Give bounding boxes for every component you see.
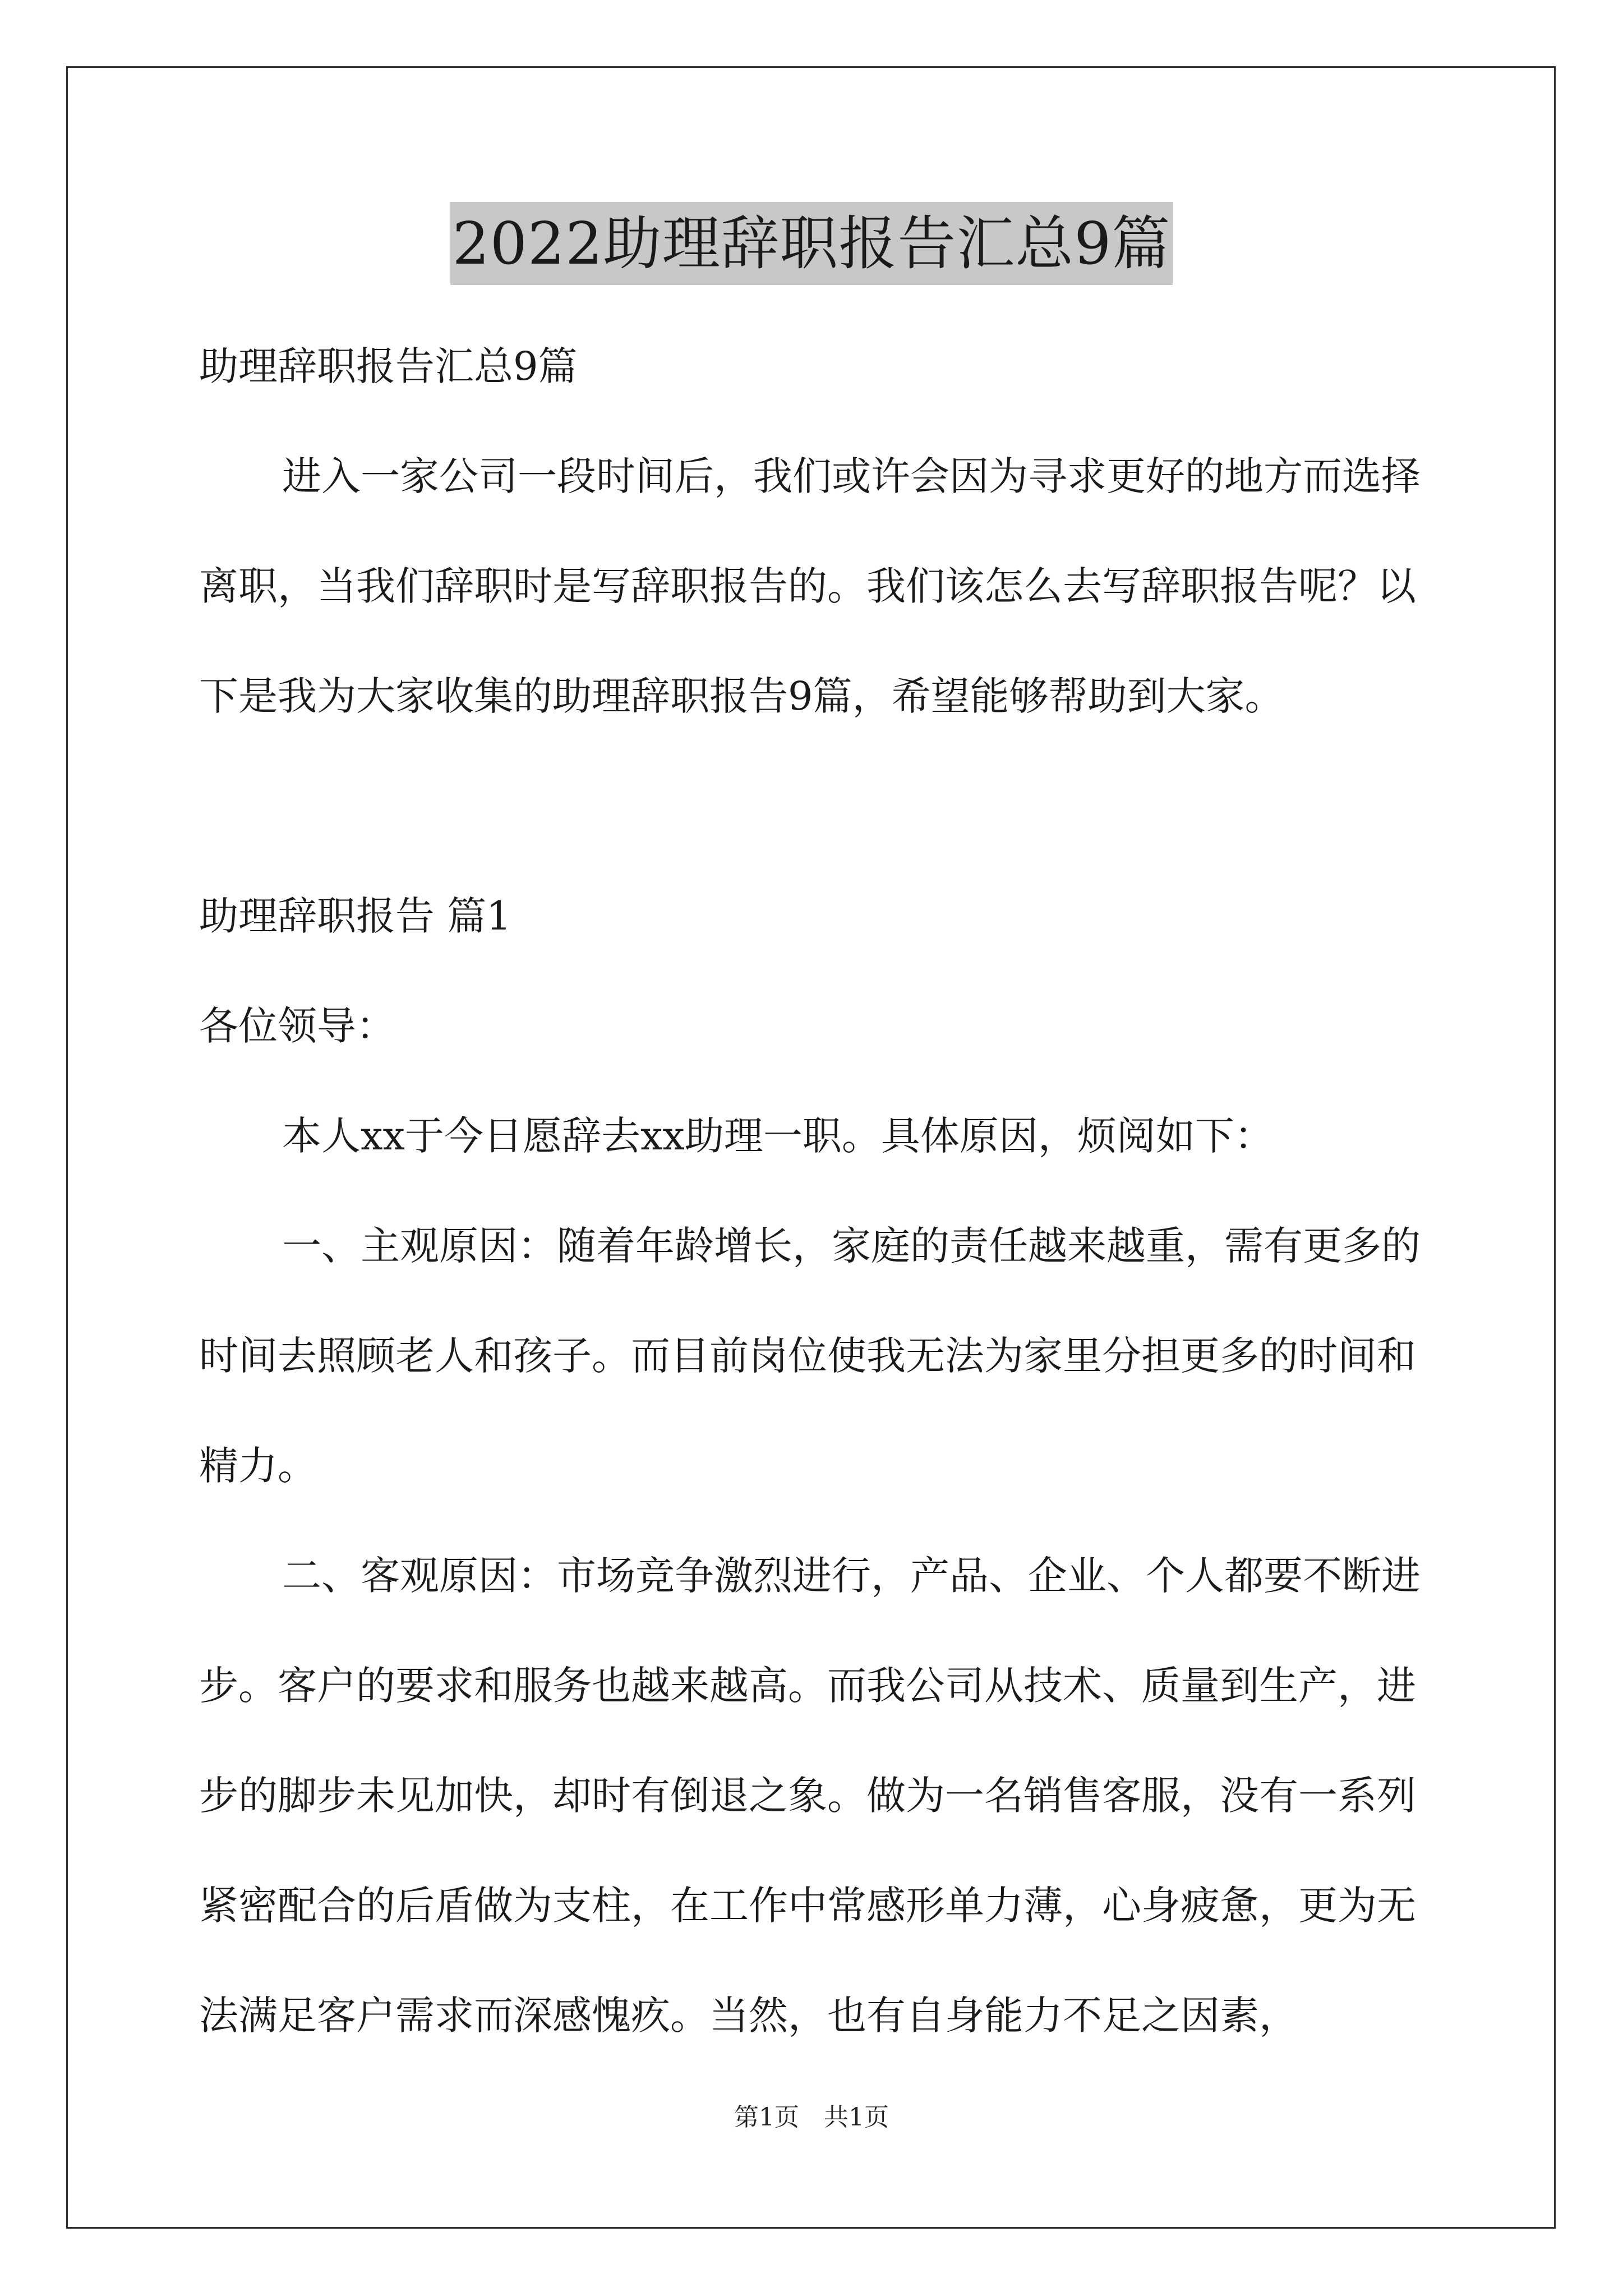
body-paragraph: 一、主观原因：随着年龄增长，家庭的责任越来越重，需有更多的时间去照顾老人和孩子。而目前岗位使我无法为家里分担更多的时间和精力。: [199, 1223, 1421, 1489]
document-title: 2022助理辞职报告汇总9篇: [450, 202, 1173, 285]
document-body: [199, 311, 1433, 2070]
page-number: 第1页: [734, 2103, 799, 2132]
body-paragraph: 二、客观原因：市场竞争激烈进行，产品、企业、个人都要不断进步。客户的要求和服务也越来越高。而我公司从技术、质量到生产，进步的脚步未见加快，却时有倒退之象。做为一名销售客服，没有一系列紧密配合的后盾做为支柱，在工作中常感形单力薄，心身疲惫，更为无法满足客户需求而深感愧疚。当然，也有自身能力不足之因素，: [199, 1553, 1421, 2039]
page-total: 共1页: [824, 2103, 889, 2132]
salutation: 各位领导：: [199, 1003, 395, 1049]
page-footer: [0, 2101, 1623, 2134]
subtitle-line: 助理辞职报告汇总9篇: [199, 343, 578, 389]
title-area: [0, 202, 1623, 285]
body-paragraph: 本人xx于今日愿辞去xx助理一职。具体原因，烦阅如下：: [282, 1113, 1274, 1159]
section-heading: 助理辞职报告 篇1: [199, 893, 511, 939]
paragraph-gap: [199, 751, 1433, 861]
intro-paragraph: 进入一家公司一段时间后，我们或许会因为寻求更好的地方而选择离职，当我们辞职时是写辞职报告的。我们该怎么去写辞职报告呢？以下是我为大家收集的助理辞职报告9篇，希望能够帮助到大家。: [199, 453, 1421, 719]
